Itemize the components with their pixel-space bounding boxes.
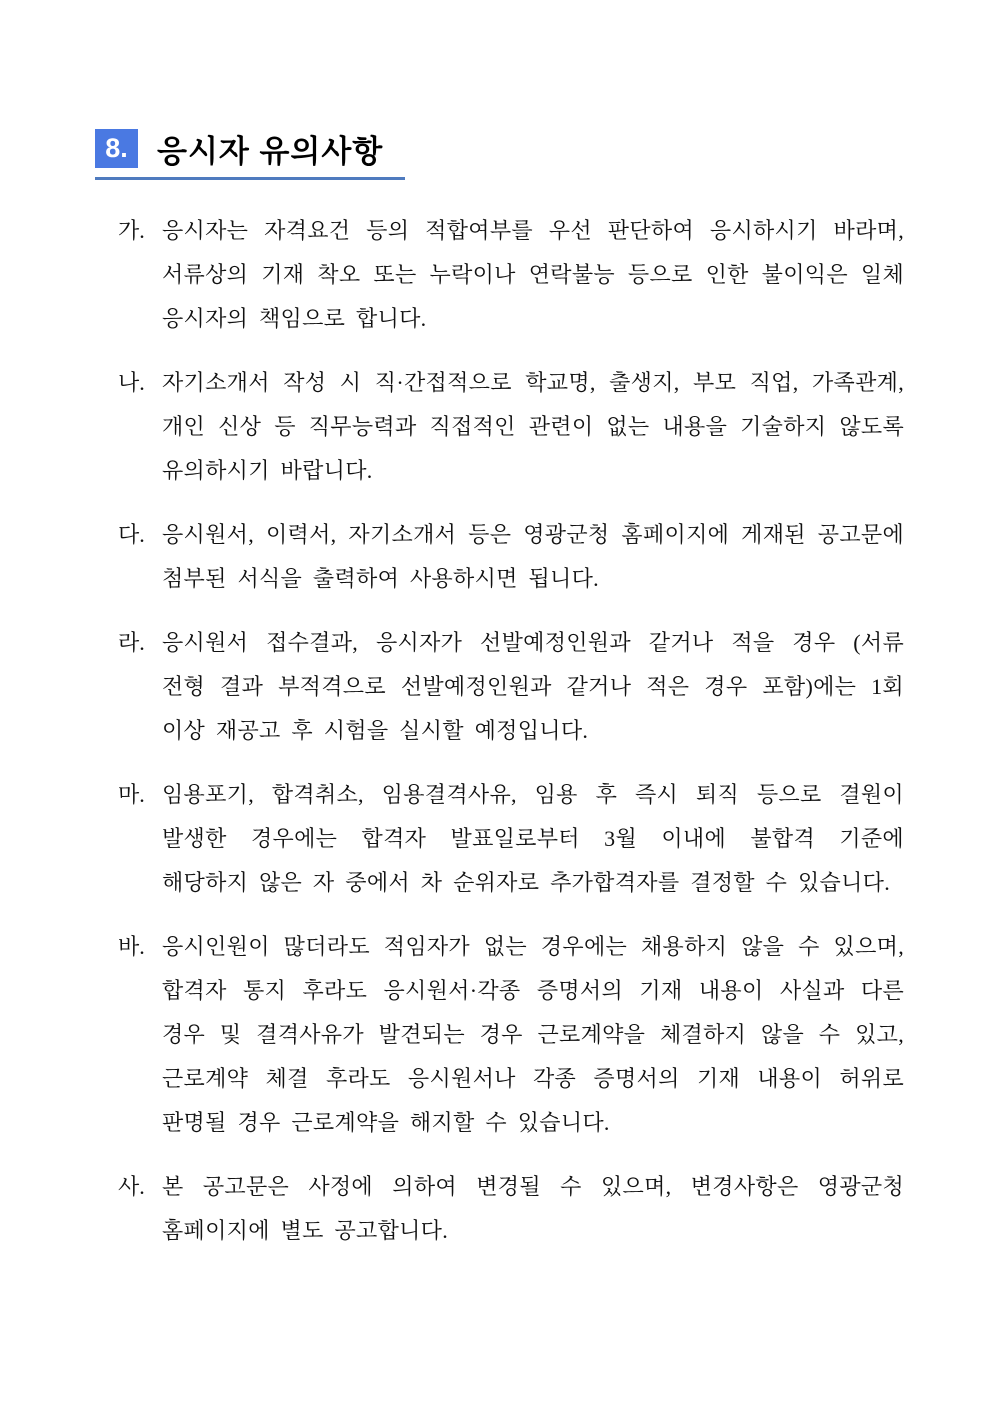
notice-item-da: [118, 513, 904, 601]
item-text: 응시자는 자격요건 등의 적합여부를 우선 판단하여 응시하시기 바라며, 서류상의 기재 착오 또는 누락이나 연락불능 등으로 인한 불이익은 일체 응시자의 책임으로 합니다.: [162, 218, 904, 331]
item-marker: 라.: [118, 630, 145, 655]
item-marker: 사.: [118, 1174, 145, 1199]
section-title: 응시자 유의사항: [157, 134, 384, 169]
item-marker: 바.: [118, 934, 145, 959]
notice-item-ma: [118, 773, 904, 905]
section-heading: [95, 126, 405, 180]
item-text: 자기소개서 작성 시 직·간접적으로 학교명, 출생지, 부모 직업, 가족관계, 개인 신상 등 직무능력과 직접적인 관련이 없는 내용을 기술하지 않도록 유의하시기 바랍니다.: [162, 370, 904, 483]
item-marker: 나.: [118, 370, 145, 395]
section-number-badge: 8.: [95, 129, 138, 168]
item-text: 본 공고문은 사정에 의하여 변경될 수 있으며, 변경사항은 영광군청 홈페이지에 별도 공고합니다.: [162, 1174, 904, 1243]
notice-item-sa: [118, 1165, 904, 1253]
notice-item-ga: [118, 209, 904, 341]
item-text: 응시원서 접수결과, 응시자가 선발예정인원과 같거나 적을 경우 (서류 전형 결과 부적격으로 선발예정인원과 같거나 적은 경우 포함)에는 1회 이상 재공고 후 시험을 실시할 예정입니다.: [162, 630, 904, 743]
notice-item-ra: [118, 621, 904, 753]
notice-item-ba: [118, 925, 904, 1145]
notice-list: [95, 209, 904, 1253]
item-marker: 다.: [118, 522, 145, 547]
item-marker: 가.: [118, 218, 145, 243]
item-text: 임용포기, 합격취소, 임용결격사유, 임용 후 즉시 퇴직 등으로 결원이 발생한 경우에는 합격자 발표일로부터 3월 이내에 불합격 기준에 해당하지 않은 자 중에서 차 순위자로 추가합격자를 결정할 수 있습니다.: [162, 782, 904, 895]
item-text: 응시원서, 이력서, 자기소개서 등은 영광군청 홈페이지에 게재된 공고문에 첨부된 서식을 출력하여 사용하시면 됩니다.: [162, 522, 904, 591]
notice-item-na: [118, 361, 904, 493]
item-text: 응시인원이 많더라도 적임자가 없는 경우에는 채용하지 않을 수 있으며, 합격자 통지 후라도 응시원서·각종 증명서의 기재 내용이 사실과 다른 경우 및 결격사유가 발견되는 경우 근로계약을 체결하지 않을 수 있고, 근로계약 체결 후라도 응시원서나 각종 증명서의 기재 내용이 허위로 판명될 경우 근로계약을 해지할 수 있습니다.: [162, 934, 904, 1135]
item-marker: 마.: [118, 782, 145, 807]
